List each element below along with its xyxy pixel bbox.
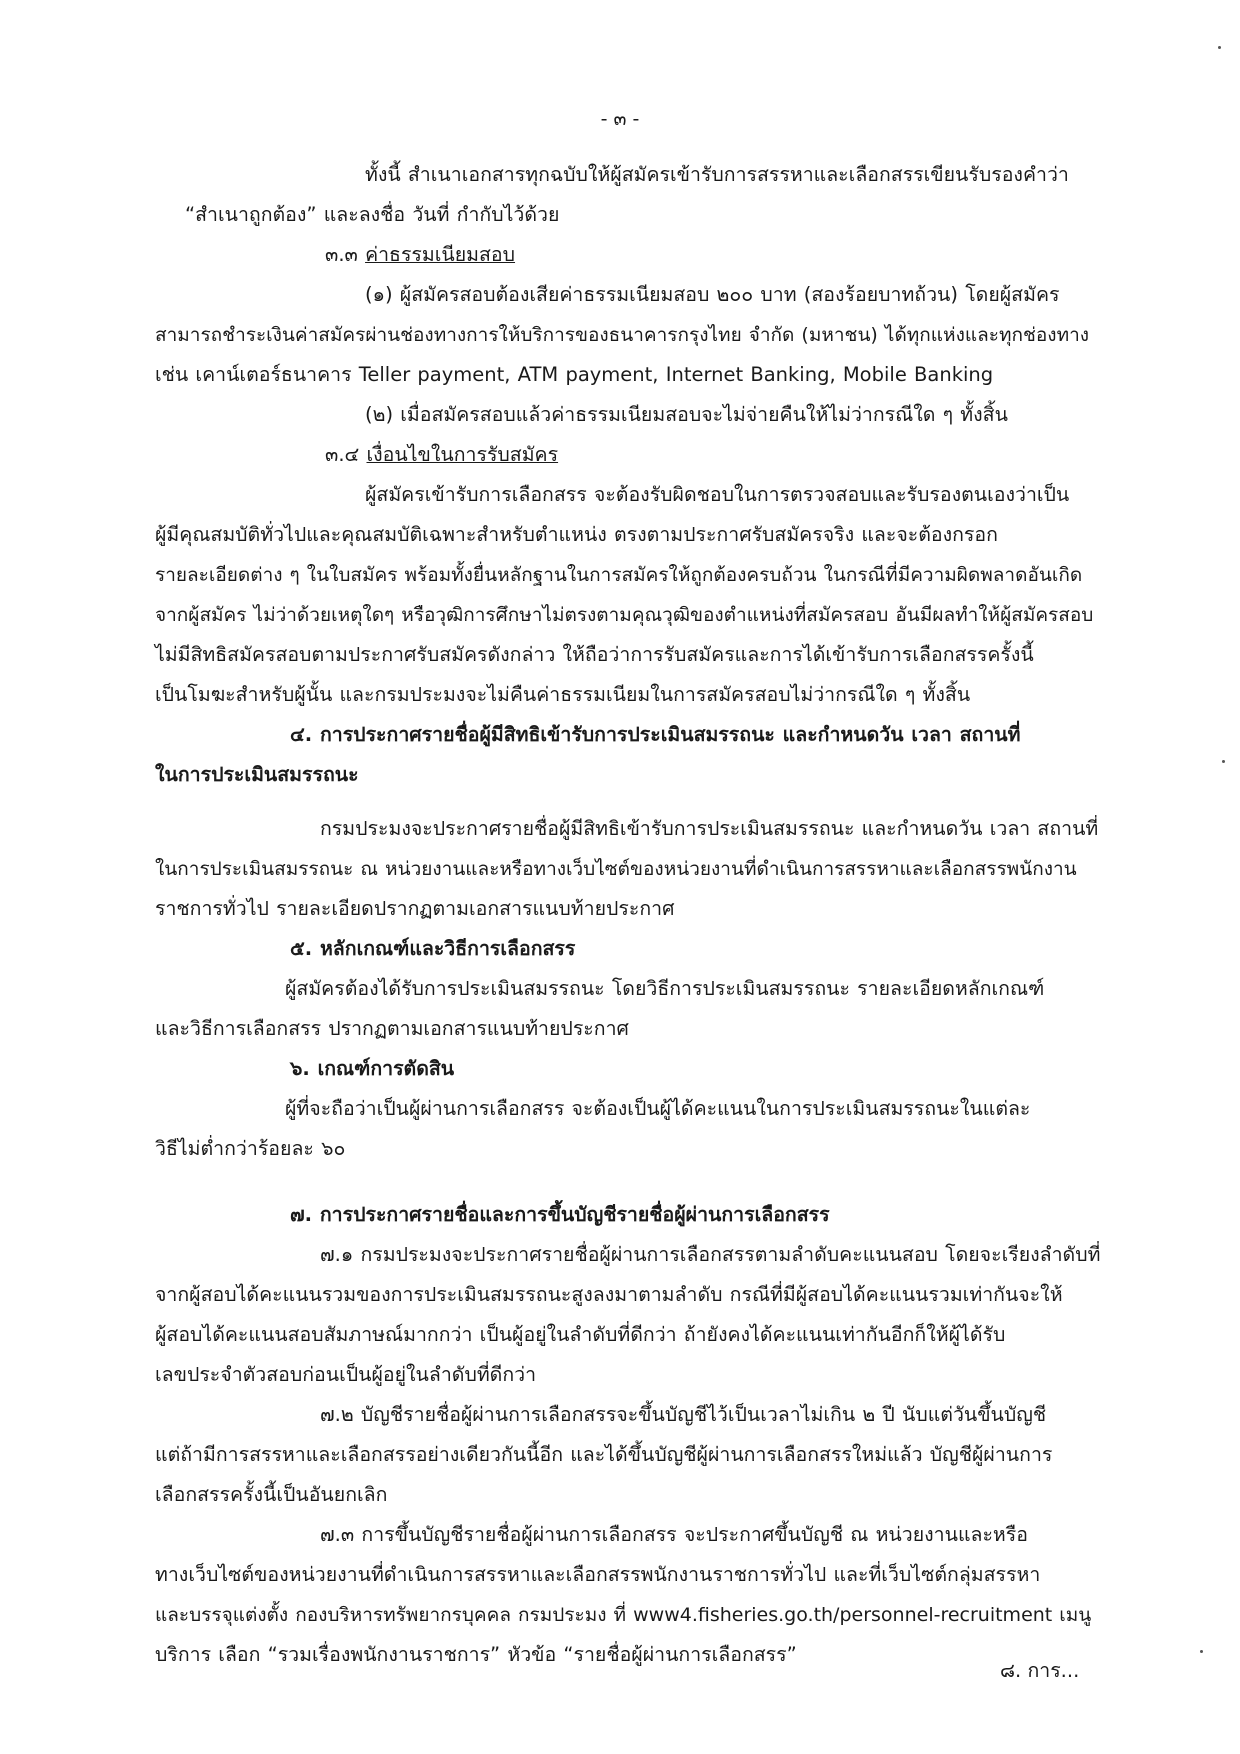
section-7-2-line: แต่ถ้ามีการสรรหาและเลือกสรรอย่างเดียวกันนี้อีก และได้ขึ้นบัญชีผู้ผ่านการเลือกสรรใหม่แล้ว บัญชีผู้ผ่านการ: [155, 1443, 1053, 1466]
section-4-body-line-2: ในการประเมินสมรรถนะ ณ หน่วยงานและหรือทางเว็บไซต์ของหน่วยงานที่ดำเนินการสรรหาและเลือกสรรพนักงาน: [155, 858, 1077, 880]
section-5-heading: ๕. หลักเกณฑ์และวิธีการเลือกสรร: [290, 937, 576, 960]
fee-item-1-line-2: สามารถชำระเงินค่าสมัครผ่านช่องทางการให้บริการของธนาคารกรุงไทย จำกัด (มหาชน) ได้ทุกแห่งและทุกช่องทาง: [155, 324, 1090, 346]
section-7-3-line: บริการ เลือก “รวมเรื่องพนักงานราชการ” หัวข้อ “รายชื่อผู้ผ่านการเลือกสรร”: [155, 1643, 797, 1666]
conditions-title: เงื่อนไขในการรับสมัคร: [366, 443, 559, 466]
fee-title: ค่าธรรมเนียมสอบ: [365, 243, 516, 266]
section-6-heading: ๖. เกณฑ์การตัดสิน: [290, 1057, 455, 1080]
section-7-1-line: ๗.๑ กรมประมงจะประกาศรายชื่อผู้ผ่านการเลือกสรรตามลำดับคะแนนสอบ โดยจะเรียงลำดับที่: [320, 1243, 1101, 1266]
section-7-3-line: ๗.๓ การขึ้นบัญชีรายชื่อผู้ผ่านการเลือกสรร จะประกาศขึ้นบัญชี ณ หน่วยงานและหรือ: [320, 1523, 1028, 1546]
scan-speck: [1218, 46, 1221, 49]
scan-speck: [1200, 1650, 1203, 1653]
section-7-3-line: ทางเว็บไซต์ของหน่วยงานที่ดำเนินการสรรหาและเลือกสรรพนักงานราชการทั่วไป และที่เว็บไซต์กลุ่มสรรหา: [155, 1563, 1041, 1586]
conditions-line: ผู้สมัครเข้ารับการเลือกสรร จะต้องรับผิดชอบในการตรวจสอบและรับรองตนเองว่าเป็น: [365, 483, 1070, 506]
section-7-3-line: และบรรจุแต่งตั้ง กองบริหารทรัพยากรบุคคล กรมประมง ที่ www4.fisheries.go.th/personnel-recruitment เมนู: [155, 1604, 1092, 1626]
certify-line-1: ทั้งนี้ สำเนาเอกสารทุกฉบับให้ผู้สมัครเข้ารับการสรรหาและเลือกสรรเขียนรับรองคำว่า: [365, 163, 1069, 186]
section-7-2-line: เลือกสรรครั้งนี้เป็นอันยกเลิก: [155, 1483, 388, 1506]
scan-speck: [1222, 760, 1225, 763]
section-7-1-line: ผู้สอบได้คะแนนสอบสัมภาษณ์มากกว่า เป็นผู้อยู่ในลำดับที่ดีกว่า ถ้ายังคงได้คะแนนเท่ากันอีกก็ให้ผู้ได้รับ: [155, 1323, 1006, 1346]
certify-line-2: “สำเนาถูกต้อง” และลงชื่อ วันที่ กำกับไว้ด้วย: [185, 203, 560, 226]
fee-number: ๓.๓: [325, 243, 366, 266]
conditions-heading: [155, 435, 1100, 475]
section-7-1-line: เลขประจำตัวสอบก่อนเป็นผู้อยู่ในลำดับที่ดีกว่า: [155, 1363, 537, 1386]
section-7-1-line: จากผู้สอบได้คะแนนรวมของการประเมินสมรรถนะสูงลงมาตามลำดับ กรณีที่มีผู้สอบได้คะแนนรวมเท่ากันจะให้: [155, 1283, 1063, 1306]
section-4-heading-line-2: ในการประเมินสมรรถนะ: [155, 763, 359, 786]
section-4-body-line-1: กรมประมงจะประกาศรายชื่อผู้มีสิทธิเข้ารับการประเมินสมรรถนะ และกำหนดวัน เวลา สถานที่: [320, 817, 1099, 840]
conditions-line: จากผู้สมัคร ไม่ว่าด้วยเหตุใดๆ หรือวุฒิการศึกษาไม่ตรงตามคุณวุฒิของตำแหน่งที่สมัครสอบ อันมีผลทำให้ผู้สมัครสอบ: [155, 604, 1094, 626]
section-5-body-line-2: และวิธีการเลือกสรร ปรากฏตามเอกสารแนบท้ายประกาศ: [155, 1017, 629, 1040]
conditions-line: ไม่มีสิทธิสมัครสอบตามประกาศรับสมัครดังกล่าว ให้ถือว่าการรับสมัครและการได้เข้ารับการเลือกสรรครั้งนี้: [155, 643, 1034, 666]
fee-item-1-line-1: (๑) ผู้สมัครสอบต้องเสียค่าธรรมเนียมสอบ ๒๐๐ บาท (สองร้อยบาทถ้วน) โดยผู้สมัคร: [365, 283, 1060, 306]
fee-heading: [155, 235, 1100, 275]
document-body: [155, 155, 1100, 1675]
conditions-line: ผู้มีคุณสมบัติทั่วไปและคุณสมบัติเฉพาะสำหรับตำแหน่ง ตรงตามประกาศรับสมัครจริง และจะต้องกรอก: [155, 523, 998, 546]
section-6-body-line-1: ผู้ที่จะถือว่าเป็นผู้ผ่านการเลือกสรร จะต้องเป็นผู้ได้คะแนนในการประเมินสมรรถนะในแต่ละ: [285, 1097, 1031, 1120]
section-7-heading: ๗. การประกาศรายชื่อและการขึ้นบัญชีรายชื่อผู้ผ่านการเลือกสรร: [290, 1203, 830, 1226]
page-number: - ๓ -: [600, 108, 640, 130]
conditions-number: ๓.๔: [325, 443, 367, 466]
section-7-2-line: ๗.๒ บัญชีรายชื่อผู้ผ่านการเลือกสรรจะขึ้นบัญชีไว้เป็นเวลาไม่เกิน ๒ ปี นับแต่วันขึ้นบัญชี: [320, 1403, 1047, 1426]
fee-item-1-line-3: เช่น เคาน์เตอร์ธนาคาร Teller payment, ATM payment, Internet Banking, Mobile Banking: [155, 363, 994, 386]
section-4-body-line-3: ราชการทั่วไป รายละเอียดปรากฏตามเอกสารแนบท้ายประกาศ: [155, 897, 675, 920]
continuation-footer: ๘. การ...: [1000, 1659, 1080, 1682]
conditions-line: เป็นโมฆะสำหรับผู้นั้น และกรมประมงจะไม่คืนค่าธรรมเนียมในการสมัครสอบไม่ว่ากรณีใด ๆ ทั้งสิ้น: [155, 683, 971, 706]
fee-item-2: (๒) เมื่อสมัครสอบแล้วค่าธรรมเนียมสอบจะไม่จ่ายคืนให้ไม่ว่ากรณีใด ๆ ทั้งสิ้น: [365, 403, 1008, 426]
section-6-body-line-2: วิธีไม่ต่ำกว่าร้อยละ ๖๐: [155, 1137, 346, 1160]
section-4-heading-line-1: ๔. การประกาศรายชื่อผู้มีสิทธิเข้ารับการประเมินสมรรถนะ และกำหนดวัน เวลา สถานที่: [290, 723, 1021, 746]
conditions-line: รายละเอียดต่าง ๆ ในใบสมัคร พร้อมทั้งยื่นหลักฐานในการสมัครให้ถูกต้องครบถ้วน ในกรณีที่มีความผิดพลาดอันเกิด: [155, 564, 1083, 586]
section-5-body-line-1: ผู้สมัครต้องได้รับการประเมินสมรรถนะ โดยวิธีการประเมินสมรรถนะ รายละเอียดหลักเกณฑ์: [285, 977, 1045, 1000]
